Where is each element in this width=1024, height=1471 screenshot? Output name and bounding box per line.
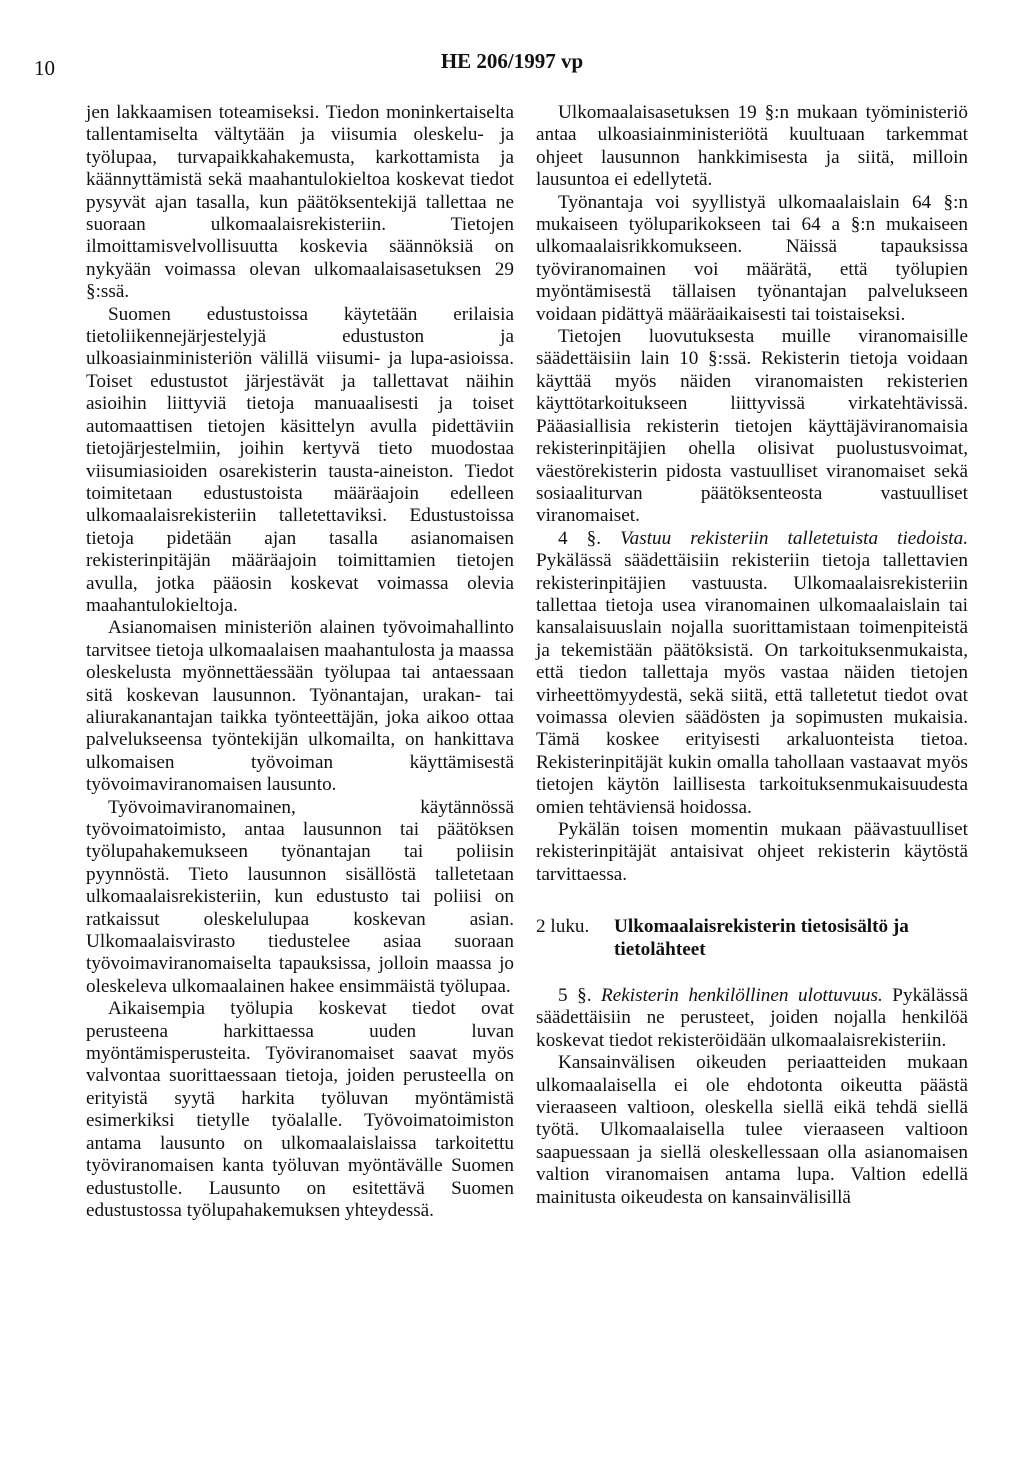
page-number: 10 — [34, 56, 55, 80]
paragraph: Kansainvälisen oikeuden periaatteiden mukaan ulkomaalaisella ei ole ehdotonta oikeutta päästä vieraaseen valtioon, oleskella siellä eikä tehdä siellä työtä. Ulkomaalaisella tulee vieraaseen valtioon saapuessaan ja siellä oleskellessaan olla asianomaisen valtion viranomaisen antama lupa. Valtion edellä mainitusta oikeudesta on kansainvälisillä — [536, 1052, 968, 1208]
running-head: HE 206/1997 vp — [440, 49, 584, 73]
paragraph: Tietojen luovutuksesta muille viranomaisille säädettäisiin lain 10 §:ssä. Rekisterin tietoja voidaan käyttää myös näiden viranomaisten rekisterien käyttötarkoitukseen liittyvissä virkatehtävissä. Pääasiallisia rekisterin tietojen käyttäjäviranomaisia rekisterinpitäjien ohella olisivat puolustusvoimat, väestörekisterin pidosta vastuulliset viranomaiset sekä sosiaaliturvan päätöksenteosta vastuulliset viranomaiset. — [536, 326, 968, 527]
section-text: Pykälässä säädettäisiin ne perusteet, joiden nojalla henkilöä koskevat tiedot rekisteröidään ulkomaalaisrekisteriin. — [536, 985, 968, 1051]
section-number: 4 §. — [558, 527, 621, 549]
chapter-heading — [536, 916, 968, 961]
paragraph: jen lakkaamisen toteamiseksi. Tiedon moninkertaiselta tallentamiselta vältytään ja viisumia oleskelu- ja työlupaa, turvapaikkahakemusta, karkottamista ja käännyttämistä sekä maahantulokieltoa koskevat tiedot pysyvät ajan tasalla, kun päätöksentekijä tallettaa ne suoraan ulkomaalaisrekisteriin. Tietojen ilmoittamisvelvollisuutta koskevia säännöksiä on nykyään voimassa olevan ulkomaalaisasetuksen 29 §:ssä. — [86, 102, 514, 303]
paragraph: Ulkomaalaisasetuksen 19 §:n mukaan työministeriö antaa ulkoasiainministeriötä kuultuaan tarkemmat ohjeet lausunnon hankkimisesta ja siitä, milloin lausuntoa ei edellytetä. — [536, 102, 968, 191]
section-number: 5 §. — [558, 985, 602, 1007]
section-heading: Rekisterin henkilöllinen ulottuvuus. — [601, 985, 883, 1007]
section-heading: Vastuu rekisteriin talletetuista tiedoista. — [620, 527, 969, 549]
section-4-paragraph — [536, 528, 968, 819]
right-column — [536, 102, 968, 1209]
paragraph: Pykälän toisen momentin mukaan päävastuulliset rekisterinpitäjät antaisivat ohjeet rekisterin käytöstä tarvittaessa. — [536, 819, 968, 885]
chapter-title: Ulkomaalaisrekisterin tietosisältö ja tietolähteet — [614, 916, 909, 960]
chapter-number: 2 luku. — [536, 916, 590, 938]
paragraph: Työvoimaviranomainen, käytännössä työvoimatoimisto, antaa lausunnon tai päätöksen työlupahakemukseen työnantajan tai poliisin pyynnöstä. Tieto lausunnon sisällöstä talletetaan ulkomaalaisrekisteriin, kun edustusto tai poliisi on ratkaissut oleskelulupaa koskevan asian. Ulkomaalaisvirasto tiedustelee asiaa suoraan työvoimaviranomaiselta tapauksissa, jolloin maassa jo oleskeleva ulkomaalainen hakee ensimmäistä työlupaa. — [86, 796, 514, 997]
paragraph: Suomen edustustoissa käytetään erilaisia tietoliikennejärjestelyjä edustuston ja ulkoasiainministeriön välillä viisumi- ja lupa-asioissa. Toiset edustustot järjestävät ja tallettavat näihin asioihin liittyviä tietoja manuaalisesti ja toiset automaattisen tietojen käsittelyn avulla pidettäviin tietojärjestelmiin, joihin kertyvä tieto muodostaa viisumiasioiden osarekisterin tausta-aineiston. Tiedot toimitetaan edustustoista määräajoin edelleen ulkomaalaisrekisteriin talletettaviksi. Edustustoissa tietoja pidetään ajan tasalla asianomaisen rekisterinpitäjän määräajoin toimittamien tietojen avulla, jotka pääosin koskevat voimassa olevia maahantulokieltoja. — [86, 303, 514, 616]
section-5-paragraph — [536, 985, 968, 1052]
paragraph: Asianomaisen ministeriön alainen työvoimahallinto tarvitsee tietoja ulkomaalaisen maahantulosta ja maassa oleskelusta myönnettäessään työlupaa tai antaessaan sitä koskevan lausunnon. Työnantajan, urakan- tai aliurakanantajan taikka työnteettäjän, joka aikoo ottaa palvelukseensa työntekijän ulkomailta, on hankittava ulkomaisen työvoiman käyttämisestä työvoimaviranomaisen lausunto. — [86, 617, 514, 796]
section-text: Pykälässä säädettäisiin rekisteriin tietoja tallettavien rekisterinpitäjien vastuusta. Ulkomaalaisrekisteriin tallettaa tietoja usea viranomainen ulkomaalaislain tai kansalaisuuslain nojalla suorittamistaan toimenpiteistä ja tekemistään päätöksistä. On tarkoituksenmukaista, että tiedon tallettaja myös vastaa näiden tietojen virheettömyydestä, sekä siitä, että talletetut tiedot ovat voimassa olevien säädösten ja sopimusten mukaisia. Tämä koskee erityisesti arkaluonteista tietoa. Rekisterinpitäjät kukin omalla tahollaan vastaavat myös tietojen käytön laillisesta tarkoituksenmukaisuudesta omien tehtäviensä hoidossa. — [536, 550, 968, 818]
left-column — [86, 102, 514, 1222]
paragraph: Aikaisempia työlupia koskevat tiedot ovat perusteena harkittaessa uuden luvan myöntämisperusteita. Työviranomaiset saavat myös valvontaa suorittaessaan tietoja, joiden perusteella on erityistä syytä harkita työluvan myöntämistä esimerkiksi tietylle työalalle. Työvoimatoimiston antama lausunto on ulkomaalaislaissa tarkoitettu työviranomaisen kanta työluvan myöntävälle Suomen edustustolle. Lausunto on esitettävä Suomen edustustossa työlupahakemuksen yhteydessä. — [86, 998, 514, 1221]
paragraph: Työnantaja voi syyllistyä ulkomaalaislain 64 §:n mukaiseen työluparikokseen tai 64 a §:n mukaiseen ulkomaalaisrikkomukseen. Näissä tapauksissa työviranomainen voi määrätä, että työlupien myöntämisestä tällaisen työnantajan palvelukseen voidaan pidättyä määräaikaisesti tai toistaiseksi. — [536, 191, 968, 325]
